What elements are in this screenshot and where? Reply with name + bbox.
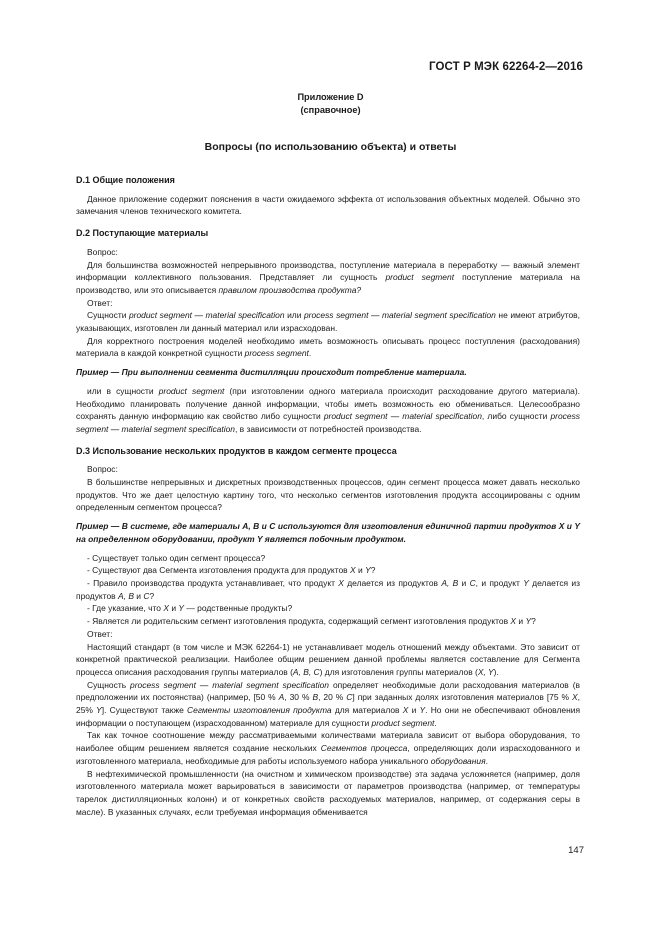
paragraph: Данное приложение содержит пояснения в части ожидаемого эффекта от использования объектных моделей. Обычно это замечания членов технического комитета. [76, 193, 580, 217]
annex-type: (справочное) [300, 105, 361, 115]
section-heading-d2: D.2 Поступающие материалы [76, 228, 209, 239]
list-item: - Существуют два Сегмента изготовления продукта для продуктов X и Y? [87, 565, 376, 576]
section-heading-d3: D.3 Использование нескольких продуктов в каждом сегменте процесса [76, 445, 397, 456]
answer-text: Сущность process segment — material segment specification определяет необходимые доли расходования материалов (в предположении их постоянства) (например, [50 % A, 30 % B, 20 % C] при заданных долях изготовления материалов [75 % X, 25% Y]. Существуют также Сегменты изготовления продукта для материалов X и Y. Но они не обеспечивают обновления информации о поступающем (израсходованном) материале для сущности product segment. [76, 679, 581, 728]
document-body [76, 174, 580, 818]
answer-label: Ответ: [87, 628, 113, 639]
answer-label: Ответ: [87, 297, 113, 308]
standard-header: ГОСТ Р МЭК 62264-2—2016 [429, 61, 583, 73]
answer-text: Для корректного построения моделей необходимо иметь возможность описывать процесс поступления (расходования) материала в каждой конкретной сущности process segment. [76, 335, 580, 359]
list-item: - Где указание, что X и Y — родственные продукты? [87, 603, 293, 614]
page-number: 147 [568, 845, 584, 856]
example-note: Пример — В системе, где материалы А, В и С используются для изготовления единичной партии продуктов X и Y на определенном оборудовании, продукт Y является побочным продуктом. [76, 521, 580, 544]
question-text: В большинстве непрерывных и дискретных производственных процессов, один сегмент процесса может давать несколько продуктов. Что же дает целостную картину того, что несколько сегментов изготовления продукта ассоциированы с одним определенным сегментом процесса? [76, 477, 580, 513]
list-item: - Правило производства продукта устанавливает, что продукт X делается из продуктов A, B и C, и продукт Y делается из продуктов A, B и C? [76, 577, 580, 601]
answer-text: Настоящий стандарт (в том числе и МЭК 62264-1) не устанавливает модель отношений между объектами. Это зависит от конкретной практической реализации. Наиболее общим решением данной проблемы является составление для Сегмента процесса описания расходования группы материалов (A, B, C) для изготовления группы материалов (X, Y). [76, 641, 580, 677]
paragraph: или в сущности product segment (при изготовлении одного материала происходит расходование другого материала). Необходимо планировать получение данной информации, чтобы иметь возможность ею обмениваться. Целесообразно сохранять данную информацию как свойство либо сущности product segment — material specification, либо сущности process segment — material segment specification, в зависимости от потребностей производства. [76, 385, 581, 434]
question-label: Вопрос: [87, 246, 118, 257]
annex-title: Вопросы (по использованию объекта) и ответы [204, 141, 457, 153]
list-item: - Существует только один сегмент процесса? [87, 552, 266, 563]
annex-label: Приложение D [297, 92, 364, 102]
answer-text: В нефтехимической промышленности (на очистном и химическом производстве) эта задача усложняется (например, доля изготовленного материала может варьироваться в зависимости от параметров производства (например, от температуры тарелок дистилляционных колонн) и от конкретных свойств расходуемых материалов, например, от содержания серы в масле). В указанных случаях, если требуемая информация обменивается [76, 768, 580, 817]
answer-text: Так как точное соотношение между рассматриваемыми количествами материала зависит от выбора оборудования, то наиболее общим решением является создание нескольких Сегментов процесса, определяющих доли израсходованного и изготовленного материала, необходимые для работы используемого набора уникального оборудования. [76, 730, 580, 766]
section-heading-d1: D.1 Общие положения [76, 175, 175, 185]
example-note: Пример — При выполнении сегмента дистилляции происходит потребление материала. [76, 367, 467, 378]
question-label: Вопрос: [87, 464, 118, 475]
answer-text: Сущности product segment — material specification или process segment — material segment specification не имеют атрибутов, указывающих, изготовлен ли данный материал или израсходован. [76, 310, 581, 334]
question-text: Для большинства возможностей непрерывного производства, поступление материала в переработку — важный элемент информации коллективного пользования. Представляет ли сущность product segment поступление материала на производство, или это описывается правилом производства продукта? [76, 259, 580, 295]
list-item: - Является ли родительским сегмент изготовления продукта, содержащий сегмент изготовления продуктов X и Y? [87, 616, 536, 627]
annex-heading [0, 91, 661, 117]
